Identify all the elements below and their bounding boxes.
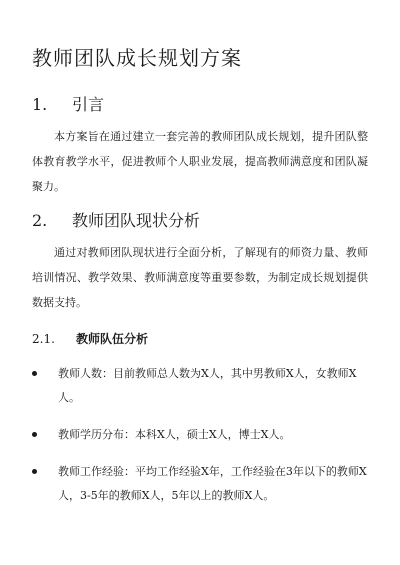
subsection-title: 教师队伍分析 (76, 332, 149, 346)
section-title: 引言 (72, 95, 105, 114)
section-heading-intro (32, 94, 104, 116)
bullet-dot (32, 371, 37, 376)
team-analysis-list (32, 362, 368, 521)
list-item-text: 教师工作经验：平均工作经验X年，工作经验在3年以下的教师X人，3-5年的教师X人，5年以上的教师X人。 (58, 465, 367, 502)
section-number: 1. (32, 95, 48, 114)
section-heading-status (32, 210, 200, 232)
list-item (32, 362, 368, 410)
bullet-dot (32, 469, 37, 474)
status-paragraph: 通过对教师团队现状进行全面分析，了解现有的师资力量、教师培训情况、教学效果、教师满意度等重要参数，为制定成长规划提供数据支持。 (32, 246, 368, 309)
section-title: 教师团队现状分析 (72, 211, 201, 230)
list-item (32, 460, 368, 508)
bullet-dot (32, 432, 37, 437)
subsection-heading-team (32, 330, 148, 348)
intro-paragraph: 本方案旨在通过建立一套完善的教师团队成长规划，提升团队整体教育教学水平，促进教师个人职业发展，提高教师满意度和团队凝聚力。 (32, 130, 368, 193)
section-number: 2. (32, 211, 48, 230)
subsection-number: 2.1. (32, 332, 55, 346)
document-title: 教师团队成长规划方案 (32, 46, 242, 70)
list-item-text: 教师人数：目前教师总人数为X人，其中男教师X人，女教师X人。 (58, 367, 357, 404)
list-item (32, 423, 368, 447)
list-item-text: 教师学历分布：本科X人，硕士X人，博士X人。 (58, 428, 291, 441)
